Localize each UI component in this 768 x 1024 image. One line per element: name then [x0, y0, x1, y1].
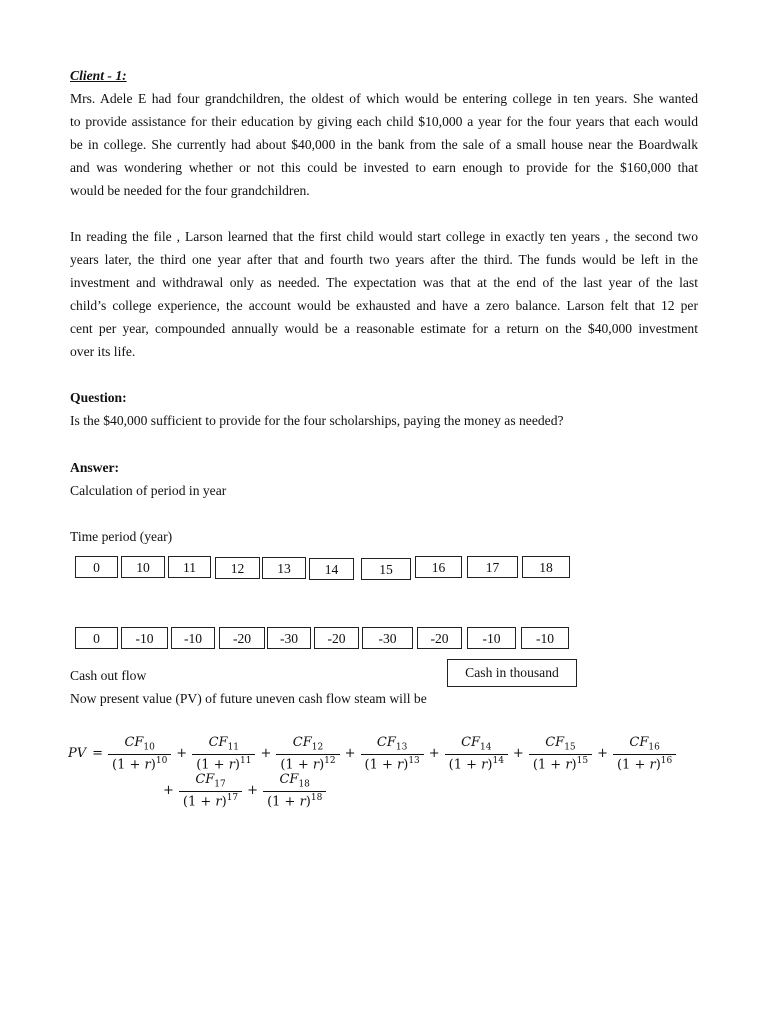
client-paragraph-2-line: In reading the file , Larson learned that the first child would start college in exactly ten years , the second two [70, 229, 698, 244]
client-paragraph-2-line: cent per year, compounded annually would be a reasonable estimate for a return on the $40,000 investment [70, 321, 698, 336]
time-period-cell: 13 [262, 557, 306, 579]
plus-sign: + [163, 782, 174, 798]
pv-symbol: PV [68, 745, 87, 761]
time-period-cell: 14 [309, 558, 354, 580]
pv-term: $\frac{CF_{18}}{(1 + r)^{18}}$ [263, 772, 326, 809]
plus-sign: + [247, 782, 259, 798]
client-paragraph-2-line: years later, the third one year after that and fourth two years after the third. The funds would be left in the [70, 252, 698, 267]
cash-flow-cell: 0 [75, 627, 118, 649]
cash-flow-cell: -10 [521, 627, 569, 649]
cash-flow-cell: -30 [362, 627, 413, 649]
time-period-cell: 10 [121, 556, 165, 578]
plus-sign: + [512, 745, 524, 761]
pv-term: $\frac{CF_{17}}{(1 + r)^{17}}$ [179, 772, 242, 809]
pv-term: $\frac{CF_{15}}{(1 + r)^{15}}$ [529, 735, 592, 772]
cash-flow-cell: -10 [171, 627, 215, 649]
pv-formula-line-2 [160, 772, 328, 809]
client-paragraph-2-line: child’s college experience, the account would be exhausted and have a zero balance. Larson felt that 12 per [70, 298, 698, 313]
cash-flow-cell: -30 [267, 627, 311, 649]
question-text: Is the $40,000 sufficient to provide for the four scholarships, paying the money as needed? [70, 413, 564, 428]
time-period-cell: 16 [415, 556, 462, 578]
pv-term: $\frac{CF_{10}}{(1 + r)^{10}}$ [108, 735, 171, 772]
equals-sign: = [92, 745, 104, 761]
pv-term: $\frac{CF_{11}}{(1 + r)^{11}}$ [192, 735, 255, 772]
cash-flow-cell: -10 [121, 627, 168, 649]
cash-unit-box: Cash in thousand [447, 659, 577, 687]
pv-formula-line-1 [68, 735, 678, 772]
calculation-label: Calculation of period in year [70, 483, 227, 498]
client-paragraph-1-line: to provide assistance for their education by giving each child $10,000 a year for the four years that each would [70, 114, 698, 129]
client-paragraph-2-line: investment and withdrawal only as needed. The expectation was that at the end of the last year of the last [70, 275, 698, 290]
time-period-cell: 11 [168, 556, 211, 578]
cash-out-flow-label: Cash out flow [70, 668, 147, 683]
time-period-cell: 0 [75, 556, 118, 578]
client-paragraph-1-line: and was wondering whether or not this could be invested to earn enough to provide for the $160,000 that [70, 160, 698, 175]
cash-flow-cell: -20 [417, 627, 462, 649]
plus-sign: + [344, 745, 356, 761]
pv-term: $\frac{CF_{14}}{(1 + r)^{14}}$ [445, 735, 508, 772]
client-paragraph-2-line: over its life. [70, 344, 136, 359]
cash-flow-cell: -20 [314, 627, 359, 649]
time-period-cell: 17 [467, 556, 518, 578]
plus-sign: + [176, 745, 188, 761]
pv-term: $\frac{CF_{16}}{(1 + r)^{16}}$ [613, 735, 676, 772]
question-heading: Question: [70, 390, 127, 405]
pv-intro-text: Now present value (PV) of future uneven cash flow steam will be [70, 691, 427, 706]
time-period-cell: 12 [215, 557, 260, 579]
plus-sign: + [597, 745, 608, 761]
answer-heading: Answer: [70, 460, 120, 475]
time-period-cell: 18 [522, 556, 570, 578]
client-paragraph-1-line: Mrs. Adele E had four grandchildren, the oldest of which would be entering college in ten years. She wanted [70, 91, 698, 106]
plus-sign: + [260, 745, 272, 761]
cash-flow-cell: -20 [219, 627, 265, 649]
client-paragraph-1-line: would be needed for the four grandchildren. [70, 183, 310, 198]
cash-flow-cell: -10 [467, 627, 516, 649]
client-paragraph-1-line: be in college. She currently had about $40,000 in the bank from the sale of a small house near the Boardwalk [70, 137, 698, 152]
pv-term: $\frac{CF_{12}}{(1 + r)^{12}}$ [276, 735, 339, 772]
client-heading: Client - 1: [70, 68, 127, 83]
plus-sign: + [428, 745, 440, 761]
pv-term: $\frac{CF_{13}}{(1 + r)^{13}}$ [361, 735, 424, 772]
time-period-label: Time period (year) [70, 529, 173, 544]
time-period-cell: 15 [361, 558, 411, 580]
